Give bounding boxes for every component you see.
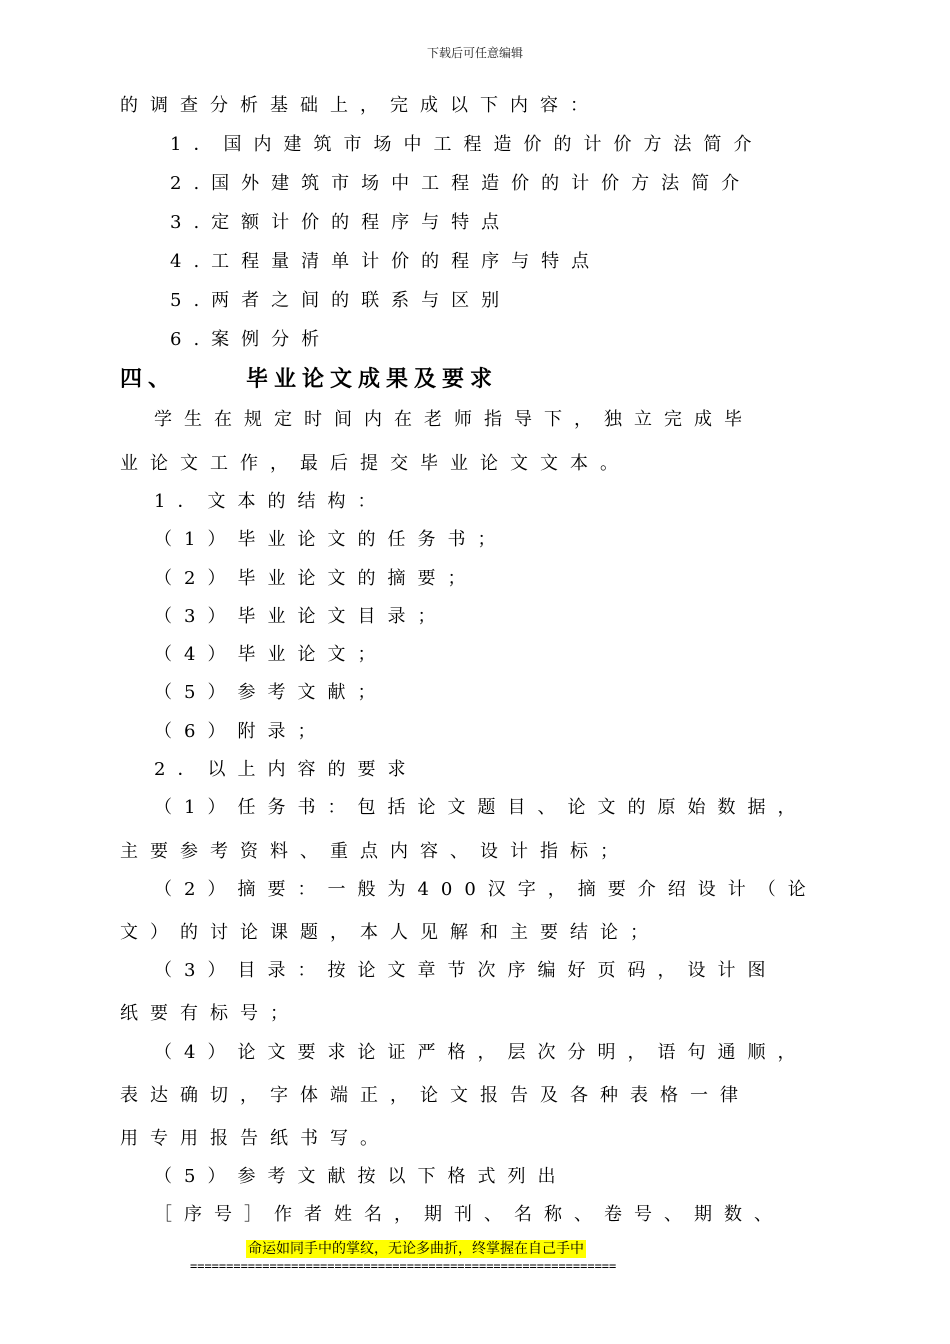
subheading: 2．以上内容的要求 xyxy=(154,759,418,780)
list-item: 2.国外建筑市场中工程造价的计价方法简介 xyxy=(170,173,752,194)
paragraph-line: 业论文工作，最后提交毕业论文文本。 xyxy=(120,453,630,474)
subheading: 1．文本的结构： xyxy=(154,491,388,512)
list-item: （1）毕业论文的任务书； xyxy=(154,529,508,550)
paragraph-line: （1）任务书：包括论文题目、论文的原始数据， xyxy=(154,797,808,818)
section-title: 毕业论文成果及要求 xyxy=(246,367,499,392)
list-item: （4）毕业论文； xyxy=(154,644,388,665)
footer-highlight-note: 命运如同手中的掌纹，无论多曲折，终掌握在自己手中 xyxy=(248,1241,584,1257)
paragraph-line: （3）目录：按论文章节次序编好页码，设计图 xyxy=(154,960,778,981)
paragraph-line: （2）摘要：一般为400汉字，摘要介绍设计（论 xyxy=(154,879,818,900)
list-item: （6）附录； xyxy=(154,721,328,742)
list-item: （5）参考文献； xyxy=(154,682,388,703)
list-item: （3）毕业论文目录； xyxy=(154,606,448,627)
content-line: 的调查分析基础上，完成以下内容： xyxy=(120,95,600,116)
paragraph-line: （4）论文要求论证严格，层次分明，语句通顺， xyxy=(154,1042,808,1063)
page-header: 下载后可任意编辑 xyxy=(426,46,523,60)
paragraph-line: ［序号］作者姓名，期刊、名称、卷号、期数、 xyxy=(154,1204,784,1225)
paragraph-line: 文）的讨论课题，本人见解和主要结论； xyxy=(120,922,660,943)
footer-rule: =========================================================== xyxy=(190,1259,617,1273)
section-number: 四、 xyxy=(120,367,177,392)
list-item: 5.两者之间的联系与区别 xyxy=(170,290,512,311)
list-item: 1．国内建筑市场中工程造价的计价方法简介 xyxy=(170,134,764,155)
list-item: 4.工程量清单计价的程序与特点 xyxy=(170,251,602,272)
paragraph-line: 主要参考资料、重点内容、设计指标； xyxy=(120,841,630,862)
paragraph-line: 学生在规定时间内在老师指导下，独立完成毕 xyxy=(154,409,754,430)
section-heading xyxy=(120,366,498,394)
paragraph-line: （5）参考文献按以下格式列出 xyxy=(154,1166,568,1187)
paragraph-line: 纸要有标号； xyxy=(120,1003,300,1024)
list-item: （2）毕业论文的摘要； xyxy=(154,568,478,589)
paragraph-line: 用专用报告纸书写。 xyxy=(120,1128,390,1149)
paragraph-line: 表达确切，字体端正，论文报告及各种表格一律 xyxy=(120,1085,750,1106)
list-item: 3.定额计价的程序与特点 xyxy=(170,212,512,233)
list-item: 6.案例分析 xyxy=(170,329,332,350)
